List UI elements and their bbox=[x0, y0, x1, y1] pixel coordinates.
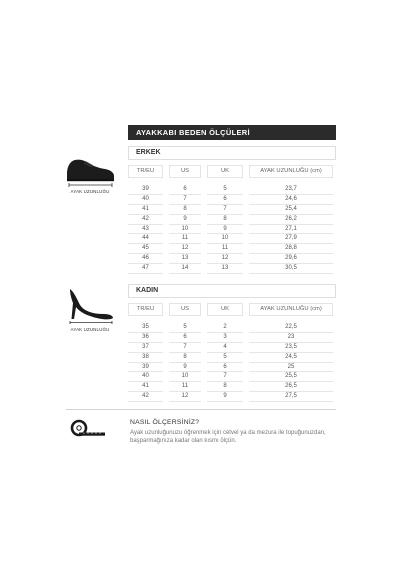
us-cell: 7 bbox=[169, 195, 201, 205]
header-foot-length: AYAK UZUNLUĞU (cm) bbox=[249, 165, 333, 178]
foot-length-cell: 24,5 bbox=[249, 353, 333, 363]
uk-cell: 9 bbox=[207, 225, 243, 235]
foot-length-cell: 27,9 bbox=[249, 234, 333, 244]
tr-eu-cell: 39 bbox=[128, 363, 163, 373]
uk-cell: 4 bbox=[207, 343, 243, 353]
men-header-row bbox=[128, 165, 336, 178]
men-size-table bbox=[128, 185, 336, 274]
tr-eu-cell: 41 bbox=[128, 205, 163, 215]
uk-cell: 6 bbox=[207, 363, 243, 373]
us-cell: 9 bbox=[169, 215, 201, 225]
us-cell: 10 bbox=[169, 225, 201, 235]
men-foot-length-label: AYAK UZUNLUĞU bbox=[70, 189, 110, 194]
header-uk: UK bbox=[207, 303, 243, 316]
header-us: US bbox=[169, 303, 201, 316]
men-section-heading: ERKEK bbox=[128, 146, 336, 160]
tr-eu-cell: 38 bbox=[128, 353, 163, 363]
header-tr-eu: TR/EU bbox=[128, 303, 163, 316]
foot-length-cell: 28,8 bbox=[249, 244, 333, 254]
uk-cell: 7 bbox=[207, 372, 243, 382]
tr-eu-cell: 40 bbox=[128, 372, 163, 382]
how-to-measure-title: NASIL ÖLÇERSİNİZ? bbox=[130, 419, 200, 426]
section-divider bbox=[66, 409, 336, 410]
how-to-measure-text: Ayak uzunluğunuzu öğrenmek için cetvel ya da mezura ile topuğunuzdan, başparmağınıza kadar olan kısmı ölçün. bbox=[130, 430, 326, 444]
foot-length-cell: 23,7 bbox=[249, 185, 333, 195]
us-cell: 9 bbox=[169, 363, 201, 373]
tape-measure-icon bbox=[70, 418, 106, 438]
header-us: US bbox=[169, 165, 201, 178]
us-cell: 12 bbox=[169, 244, 201, 254]
foot-length-cell: 25,5 bbox=[249, 372, 333, 382]
us-cell: 7 bbox=[169, 343, 201, 353]
tr-eu-cell: 44 bbox=[128, 234, 163, 244]
header-foot-length: AYAK UZUNLUĞU (cm) bbox=[249, 303, 333, 316]
women-foot-length-label: AYAK UZUNLUĞU bbox=[70, 327, 110, 332]
foot-length-cell: 23 bbox=[249, 333, 333, 343]
us-cell: 8 bbox=[169, 205, 201, 215]
tr-eu-cell: 39 bbox=[128, 185, 163, 195]
foot-length-cell: 29,6 bbox=[249, 254, 333, 264]
uk-cell: 12 bbox=[207, 254, 243, 264]
high-heel-icon bbox=[62, 283, 117, 325]
tr-eu-cell: 37 bbox=[128, 343, 163, 353]
us-cell: 8 bbox=[169, 353, 201, 363]
women-shoe-figure bbox=[62, 283, 117, 325]
us-cell: 10 bbox=[169, 372, 201, 382]
us-cell: 12 bbox=[169, 392, 201, 402]
table-row bbox=[128, 343, 336, 353]
table-row bbox=[128, 234, 336, 244]
tr-eu-cell: 42 bbox=[128, 392, 163, 402]
foot-length-cell: 22,5 bbox=[249, 323, 333, 333]
foot-length-cell: 30,5 bbox=[249, 264, 333, 274]
table-row bbox=[128, 372, 336, 382]
tr-eu-cell: 36 bbox=[128, 333, 163, 343]
uk-cell: 7 bbox=[207, 205, 243, 215]
page-title: AYAKKABI BEDEN ÖLÇÜLERİ bbox=[128, 125, 336, 140]
tr-eu-cell: 40 bbox=[128, 195, 163, 205]
header-uk: UK bbox=[207, 165, 243, 178]
tr-eu-cell: 42 bbox=[128, 215, 163, 225]
uk-cell: 8 bbox=[207, 215, 243, 225]
table-row bbox=[128, 363, 336, 373]
men-shoe-figure bbox=[62, 150, 117, 190]
table-row bbox=[128, 392, 336, 402]
uk-cell: 11 bbox=[207, 244, 243, 254]
us-cell: 14 bbox=[169, 264, 201, 274]
table-row bbox=[128, 333, 336, 343]
foot-length-cell: 25,4 bbox=[249, 205, 333, 215]
table-row bbox=[128, 353, 336, 363]
table-row bbox=[128, 215, 336, 225]
tr-eu-cell: 46 bbox=[128, 254, 163, 264]
foot-length-cell: 26,5 bbox=[249, 382, 333, 392]
oxford-shoe-icon bbox=[62, 150, 117, 190]
uk-cell: 9 bbox=[207, 392, 243, 402]
table-row bbox=[128, 323, 336, 333]
table-row bbox=[128, 205, 336, 215]
us-cell: 11 bbox=[169, 382, 201, 392]
table-row bbox=[128, 244, 336, 254]
tr-eu-cell: 35 bbox=[128, 323, 163, 333]
tr-eu-cell: 41 bbox=[128, 382, 163, 392]
tr-eu-cell: 43 bbox=[128, 225, 163, 235]
us-cell: 11 bbox=[169, 234, 201, 244]
us-cell: 13 bbox=[169, 254, 201, 264]
uk-cell: 8 bbox=[207, 382, 243, 392]
table-row bbox=[128, 382, 336, 392]
table-row bbox=[128, 185, 336, 195]
foot-length-cell: 25 bbox=[249, 363, 333, 373]
table-row bbox=[128, 254, 336, 264]
table-row bbox=[128, 195, 336, 205]
foot-length-cell: 23,5 bbox=[249, 343, 333, 353]
foot-length-cell: 27,1 bbox=[249, 225, 333, 235]
uk-cell: 10 bbox=[207, 234, 243, 244]
foot-length-cell: 26,2 bbox=[249, 215, 333, 225]
foot-length-cell: 24,6 bbox=[249, 195, 333, 205]
uk-cell: 13 bbox=[207, 264, 243, 274]
uk-cell: 2 bbox=[207, 323, 243, 333]
tape-measure-figure bbox=[70, 418, 106, 438]
women-section-heading: KADIN bbox=[128, 284, 336, 298]
women-size-table bbox=[128, 323, 336, 402]
foot-length-cell: 27,5 bbox=[249, 392, 333, 402]
uk-cell: 5 bbox=[207, 353, 243, 363]
uk-cell: 5 bbox=[207, 185, 243, 195]
us-cell: 6 bbox=[169, 333, 201, 343]
us-cell: 6 bbox=[169, 185, 201, 195]
table-row bbox=[128, 264, 336, 274]
tr-eu-cell: 45 bbox=[128, 244, 163, 254]
us-cell: 5 bbox=[169, 323, 201, 333]
table-row bbox=[128, 225, 336, 235]
women-header-row bbox=[128, 303, 336, 316]
uk-cell: 3 bbox=[207, 333, 243, 343]
tr-eu-cell: 47 bbox=[128, 264, 163, 274]
uk-cell: 6 bbox=[207, 195, 243, 205]
header-tr-eu: TR/EU bbox=[128, 165, 163, 178]
